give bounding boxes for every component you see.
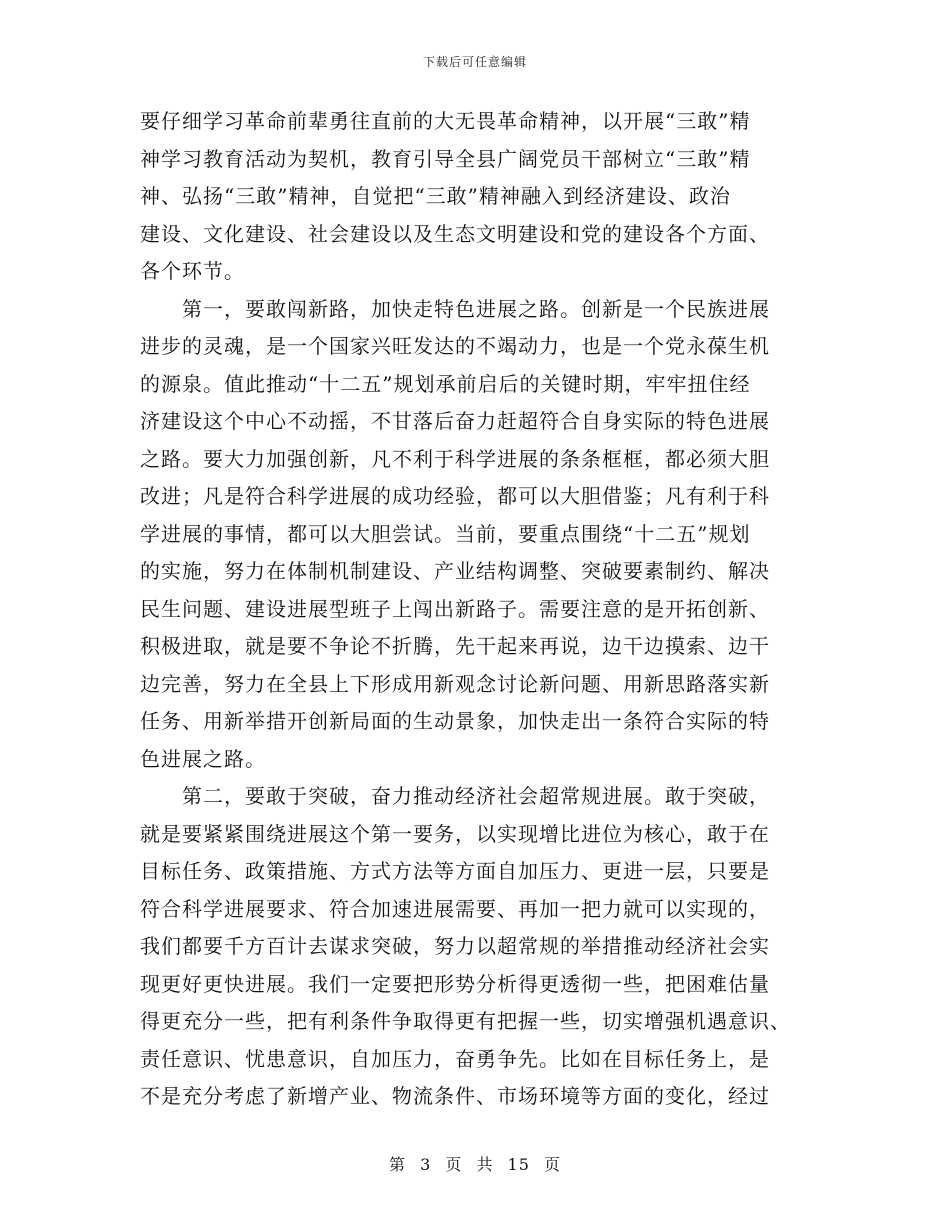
text-line: 的源泉。值此推动“十二五”规划承前启后的关键时期，牢牢扭住经: [140, 371, 751, 396]
text-line: 符合科学进展要求、符合加速进展需要、再加一把力就可以实现的，: [140, 896, 770, 921]
text-line: 的实施，努力在体制机制建设、产业结构调整、突破要素制约、解决: [140, 559, 770, 583]
text-line: 我们都要千方百计去谋求突破，努力以超常规的举措推动经济社会实: [140, 934, 770, 958]
text-line: 不是充分考虑了新增产业、物流条件、市场环境等方面的变化，经过: [140, 1084, 770, 1108]
text-line: 神学习教育活动为契机，教育引导全县广阔党员干部树立“三敢”精: [140, 146, 751, 171]
text-line: 要仔细学习革命前辈勇往直前的大无畏革命精神，以开展“三敢”精: [140, 109, 751, 133]
text-line: 目标任务、政策措施、方式方法等方面自加压力、更进一层，只要是: [140, 859, 770, 883]
page-header: 下载后可任意编辑: [422, 55, 527, 69]
text-line: 就是要紧紧围绕进展这个第一要务，以实现增比进位为核心，敢于在: [140, 821, 770, 846]
text-line: 色进展之路。: [140, 746, 266, 771]
page-footer: 第 3 页 共 15 页: [389, 1155, 561, 1174]
text-line: 神、弘扬“三敢”精神，自觉把“三敢”精神融入到经济建设、政治: [140, 184, 731, 208]
text-line: 建设、文化建设、社会建设以及生态文明建设和党的建设各个方面、: [140, 221, 770, 246]
text-line: 各个环节。: [140, 259, 245, 283]
text-line: 改进；凡是符合科学进展的成功经验，都可以大胆借鉴；凡有利于科: [140, 484, 770, 508]
text-line: 积极进取，就是要不争论不折腾，先干起来再说，边干边摸索、边干: [140, 634, 770, 658]
text-line: 第二，要敢于突破，奋力推动经济社会超常规进展。敢于突破，: [140, 784, 770, 808]
text-line: 民生问题、建设进展型班子上闯出新路子。需要注意的是开拓创新、: [140, 596, 770, 621]
text-line: 得更充分一些，把有利条件争取得更有把握一些，切实增强机遇意识、: [140, 1009, 791, 1033]
text-line: 现更好更快进展。我们一定要把形势分析得更透彻一些，把困难估量: [140, 971, 770, 996]
text-line: 济建设这个中心不动摇，不甘落后奋力赶超符合自身实际的特色进展: [140, 409, 770, 433]
text-line: 第一，要敢闯新路，加快走特色进展之路。创新是一个民族进展: [140, 296, 770, 321]
text-line: 进步的灵魂，是一个国家兴旺发达的不竭动力，也是一个党永葆生机: [140, 334, 770, 358]
text-line: 边完善，努力在全县上下形成用新观念讨论新问题、用新思路落实新: [140, 671, 770, 696]
text-line: 任务、用新举措开创新局面的生动景象，加快走出一条符合实际的特: [140, 709, 770, 733]
text-line: 学进展的事情，都可以大胆尝试。当前，要重点围绕“十二五”规划: [140, 521, 751, 546]
text-line: 之路。要大力加强创新，凡不利于科学进展的条条框框，都必须大胆: [140, 446, 770, 471]
body-text: [140, 103, 808, 1116]
text-line: 责任意识、忧患意识，自加压力，奋勇争先。比如在目标任务上，是: [140, 1046, 770, 1071]
